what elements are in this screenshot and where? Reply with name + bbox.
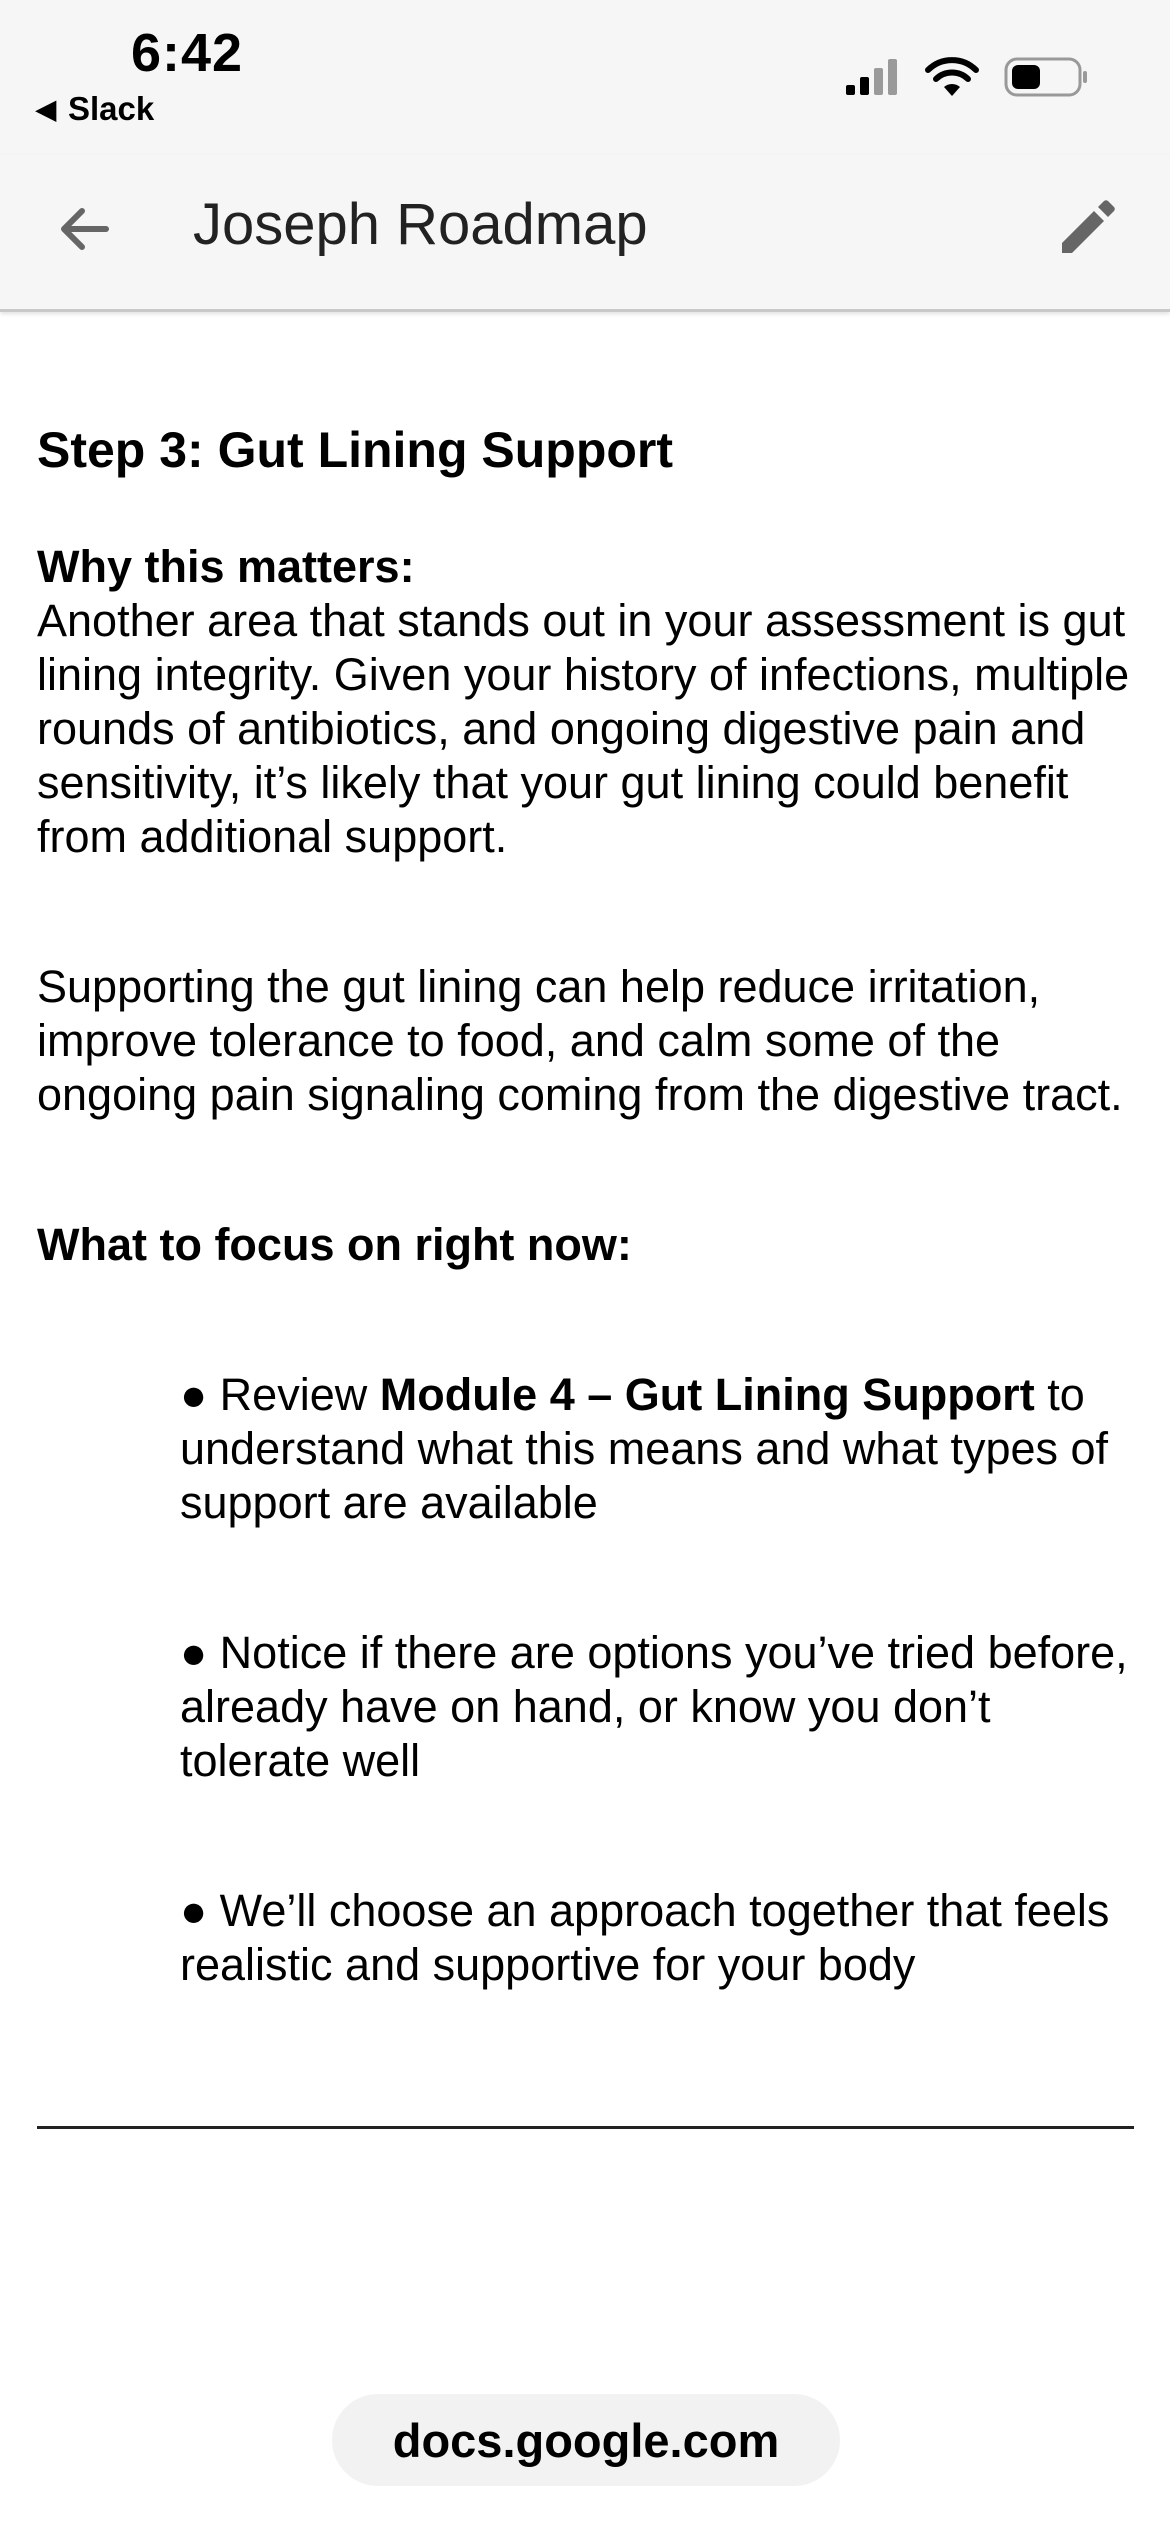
section-heading: Step 3: Gut Lining Support — [37, 422, 674, 478]
why-label: Why this matters: — [37, 541, 415, 592]
bullet-prefix: ● Review — [180, 1369, 380, 1420]
back-arrow-icon[interactable] — [52, 197, 116, 261]
focus-list — [37, 1368, 1137, 1992]
back-to-slack-link[interactable] — [36, 90, 154, 128]
document-title: Joseph Roadmap — [193, 192, 648, 257]
url-bar[interactable]: docs.google.com — [332, 2394, 840, 2486]
horizontal-divider — [37, 2126, 1134, 2129]
back-triangle-icon: ◀ — [36, 93, 56, 124]
focus-label: What to focus on right now: — [37, 1219, 632, 1270]
document-body — [37, 420, 1137, 1992]
wifi-icon — [924, 56, 980, 98]
edit-pencil-icon[interactable] — [1054, 195, 1120, 261]
list-item: ● Notice if there are options you’ve tried before, already have on hand, or know you don’t tolerate well — [180, 1627, 1128, 1786]
app-bar — [0, 155, 1170, 312]
bullet-suffix: to understand what this means and what types of support are available — [180, 1369, 1109, 1528]
why-paragraph: Another area that stands out in your assessment is gut lining integrity. Given your history of infections, multiple rounds of antibiotics, and ongoing digestive pain and sensitivity, it’s likely that your gut lining could benefit from additional support. — [37, 595, 1130, 862]
status-bar — [0, 0, 1170, 155]
battery-icon — [1004, 56, 1090, 98]
status-time: 6:42 — [131, 23, 244, 83]
list-item: ● We’ll choose an approach together that feels realistic and supportive for your body — [180, 1885, 1110, 1990]
status-icons — [844, 56, 1090, 98]
module-link-text: Module 4 – Gut Lining Support — [379, 1369, 1035, 1420]
support-paragraph: Supporting the gut lining can help reduce irritation, improve tolerance to food, and calm some of the ongoing pain signaling coming from the digestive tract. — [37, 961, 1123, 1120]
back-app-label: Slack — [68, 90, 155, 127]
list-item — [180, 1368, 1137, 1530]
cellular-signal-icon — [844, 57, 900, 97]
